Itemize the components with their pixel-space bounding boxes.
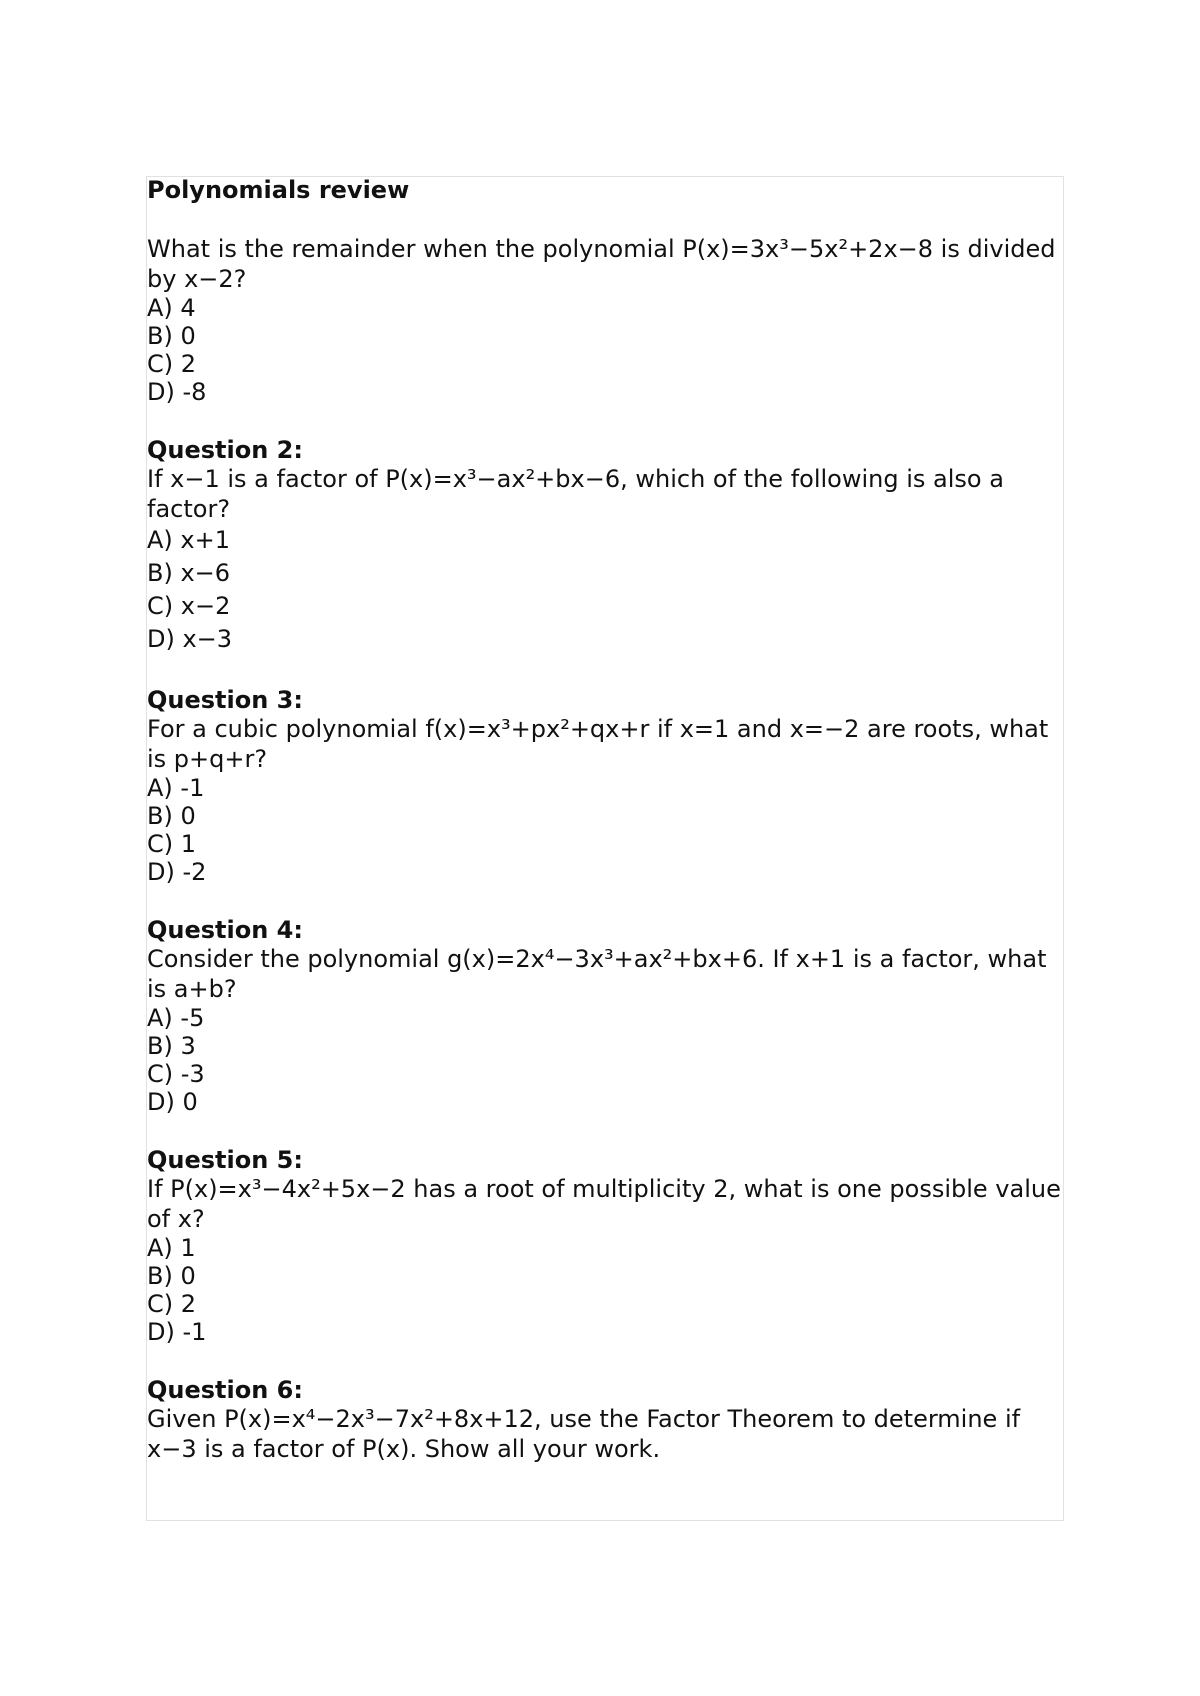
question-1-options [147, 294, 1062, 406]
document-content [147, 176, 1062, 1464]
option-b: B) x−6 [147, 559, 231, 587]
question-1 [147, 234, 1062, 406]
option-c: C) -3 [147, 1060, 205, 1088]
option-c: C) 1 [147, 830, 197, 858]
question-4-text: Consider the polynomial g(x)=2x⁴−3x³+ax²+bx+6. If x+1 is a factor, what is a+b? [147, 945, 1047, 1003]
question-5 [147, 1146, 1062, 1346]
option-b: B) 0 [147, 802, 196, 830]
option-c: C) 2 [147, 350, 197, 378]
question-5-heading: Question 5: [147, 1146, 303, 1174]
question-2-text: If x−1 is a factor of P(x)=x³−ax²+bx−6, which of the following is also a factor? [147, 465, 1004, 523]
option-a: A) 4 [147, 294, 196, 322]
question-2-options [147, 524, 1062, 656]
option-b: B) 3 [147, 1032, 196, 1060]
question-2 [147, 436, 1062, 656]
question-6-heading: Question 6: [147, 1376, 303, 1404]
option-a: A) -1 [147, 774, 205, 802]
option-d: D) -8 [147, 378, 207, 406]
question-3-options [147, 774, 1062, 886]
option-d: D) -2 [147, 858, 207, 886]
option-a: A) 1 [147, 1234, 196, 1262]
question-3 [147, 686, 1062, 886]
question-5-options [147, 1234, 1062, 1346]
question-4 [147, 916, 1062, 1116]
question-1-text: What is the remainder when the polynomial P(x)=3x³−5x²+2x−8 is divided by x−2? [147, 235, 1056, 293]
question-4-options [147, 1004, 1062, 1116]
option-b: B) 0 [147, 1262, 196, 1290]
question-3-text: For a cubic polynomial f(x)=x³+px²+qx+r if x=1 and x=−2 are roots, what is p+q+r? [147, 715, 1049, 773]
option-d: D) 0 [147, 1088, 198, 1116]
question-6-text: Given P(x)=x⁴−2x³−7x²+8x+12, use the Factor Theorem to determine if x−3 is a factor of P(x). Show all your work. [147, 1405, 1021, 1463]
question-2-heading: Question 2: [147, 436, 303, 464]
question-5-text: If P(x)=x³−4x²+5x−2 has a root of multiplicity 2, what is one possible value of x? [147, 1175, 1061, 1233]
option-b: B) 0 [147, 322, 196, 350]
option-d: D) -1 [147, 1318, 207, 1346]
option-c: C) x−2 [147, 592, 231, 620]
option-c: C) 2 [147, 1290, 197, 1318]
question-4-heading: Question 4: [147, 916, 303, 944]
document-title: Polynomials review [147, 176, 410, 204]
question-3-heading: Question 3: [147, 686, 303, 714]
option-a: A) -5 [147, 1004, 205, 1032]
question-6 [147, 1376, 1062, 1464]
option-d: D) x−3 [147, 625, 233, 653]
option-a: A) x+1 [147, 526, 230, 554]
